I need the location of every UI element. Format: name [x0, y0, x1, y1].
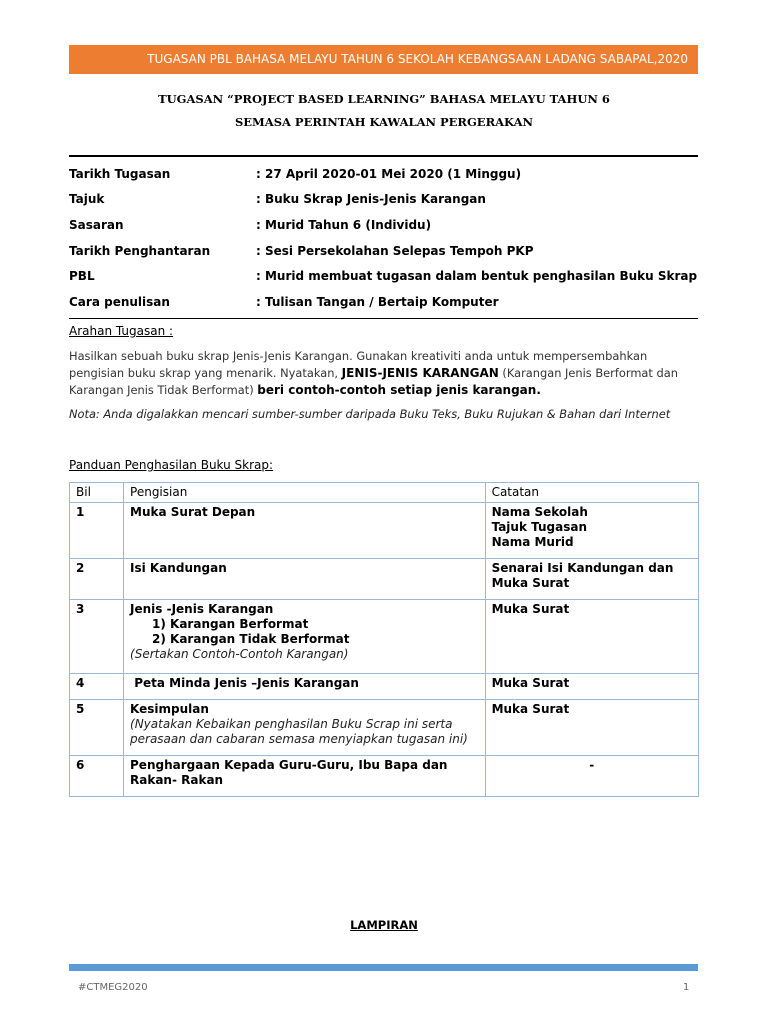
panduan-heading: Panduan Penghasilan Buku Skrap: [69, 458, 274, 472]
catatan-line: Muka Surat [491, 676, 570, 690]
info-label: PBL [69, 269, 95, 283]
arahan-line: Hasilkan sebuah buku skrap Jenis-Jenis Karangan. Gunakan kreativiti anda untuk mempersembahkan [69, 349, 648, 363]
arahan-text: (Karangan Jenis Berformat dan [502, 366, 678, 380]
pengisian-note: (Nyatakan Kebaikan penghasilan Buku Scrap ini serta [130, 717, 453, 731]
info-label: Tarikh Penghantaran [69, 244, 211, 258]
catatan-line: Tajuk Tugasan [491, 520, 587, 534]
row-catatan [485, 700, 698, 756]
nota-text: Nota: Anda digalakkan mencari sumber-sumber daripada Buku Teks, Buku Rujukan & Bahan dari Internet [69, 407, 671, 421]
row-catatan [485, 600, 698, 674]
row-number: 2 [70, 559, 124, 600]
arahan-emphasis: beri contoh-contoh setiap jenis karangan. [257, 383, 541, 397]
page-number: 1 [683, 982, 690, 993]
info-value: : Murid Tahun 6 (Individu) [256, 218, 432, 232]
info-label: Tajuk [69, 192, 105, 206]
panduan-table [69, 482, 699, 797]
row-pengisian: Muka Surat Depan [124, 503, 486, 559]
row-number: 5 [70, 700, 124, 756]
table-row [70, 600, 699, 674]
pengisian-subitem: 2) Karangan Tidak Berformat [152, 632, 350, 646]
info-value: : Tulisan Tangan / Bertaip Komputer [256, 295, 499, 309]
arahan-line [69, 382, 698, 399]
column-header: Pengisian [124, 483, 486, 503]
info-bottom-rule [69, 318, 698, 319]
row-pengisian: Peta Minda Jenis –Jenis Karangan [124, 674, 486, 700]
catatan-line: - [589, 758, 595, 772]
table-row [70, 503, 699, 559]
arahan-paragraph [69, 348, 698, 399]
row-catatan [485, 756, 698, 797]
table-header-row [70, 483, 699, 503]
catatan-line: Muka Surat [491, 576, 570, 590]
catatan-line: Nama Sekolah [491, 505, 588, 519]
top-rule [69, 155, 698, 157]
info-value: : Sesi Persekolahan Selepas Tempoh PKP [256, 244, 534, 258]
arahan-text: Karangan Jenis Tidak Berformat) [69, 383, 254, 397]
lampiran-heading: LAMPIRAN [350, 918, 418, 932]
info-label: Sasaran [69, 218, 124, 232]
info-value: : Murid membuat tugasan dalam bentuk penghasilan Buku Skrap [256, 269, 698, 283]
table-row [70, 559, 699, 600]
row-number: 4 [70, 674, 124, 700]
document-subtitle: SEMASA PERINTAH KAWALAN PERGERAKAN [234, 115, 534, 129]
table-row [70, 700, 699, 756]
document-title: TUGASAN “PROJECT BASED LEARNING” BAHASA MELAYU TAHUN 6 [158, 92, 610, 106]
info-value: : 27 April 2020-01 Mei 2020 (1 Minggu) [256, 167, 522, 181]
info-label: Tarikh Tugasan [69, 167, 171, 181]
catatan-line: Muka Surat [491, 702, 570, 716]
arahan-emphasis: JENIS-JENIS KARANGAN [341, 366, 499, 380]
catatan-line: Muka Surat [491, 602, 570, 616]
row-pengisian [124, 756, 486, 797]
pengisian-line: Penghargaan Kepada Guru-Guru, Ibu Bapa dan [130, 758, 448, 772]
row-number: 6 [70, 756, 124, 797]
row-catatan [485, 674, 698, 700]
row-number: 1 [70, 503, 124, 559]
pengisian-note: (Sertakan Contoh-Contoh Karangan) [130, 647, 349, 661]
row-pengisian [124, 600, 486, 674]
info-value: : Buku Skrap Jenis-Jenis Karangan [256, 192, 486, 206]
row-number: 3 [70, 600, 124, 674]
pengisian-line: Rakan- Rakan [130, 773, 224, 787]
info-label: Cara penulisan [69, 295, 170, 309]
arahan-text: pengisian buku skrap yang menarik. Nyatakan, [69, 366, 339, 380]
table-row [70, 756, 699, 797]
column-header: Catatan [485, 483, 698, 503]
arahan-heading: Arahan Tugasan : [69, 324, 174, 338]
row-catatan [485, 559, 698, 600]
row-pengisian [124, 700, 486, 756]
column-header: Bil [70, 483, 124, 503]
row-catatan [485, 503, 698, 559]
catatan-line: Nama Murid [491, 535, 574, 549]
footer-hashtag: #CTMEG2020 [78, 982, 148, 993]
footer-bar [69, 964, 698, 971]
table-row [70, 674, 699, 700]
row-pengisian: Isi Kandungan [124, 559, 486, 600]
pengisian-note: perasaan dan cabaran semasa menyiapkan tugasan ini) [130, 732, 468, 746]
pengisian-title: Kesimpulan [130, 702, 209, 716]
arahan-line [69, 365, 698, 382]
pengisian-title: Jenis -Jenis Karangan [130, 602, 274, 616]
header-banner: TUGASAN PBL BAHASA MELAYU TAHUN 6 SEKOLAH KEBANGSAAN LADANG SABAPAL,2020 [69, 45, 698, 74]
pengisian-subitem: 1) Karangan Berformat [152, 617, 309, 631]
catatan-line: Senarai Isi Kandungan dan [491, 561, 674, 575]
